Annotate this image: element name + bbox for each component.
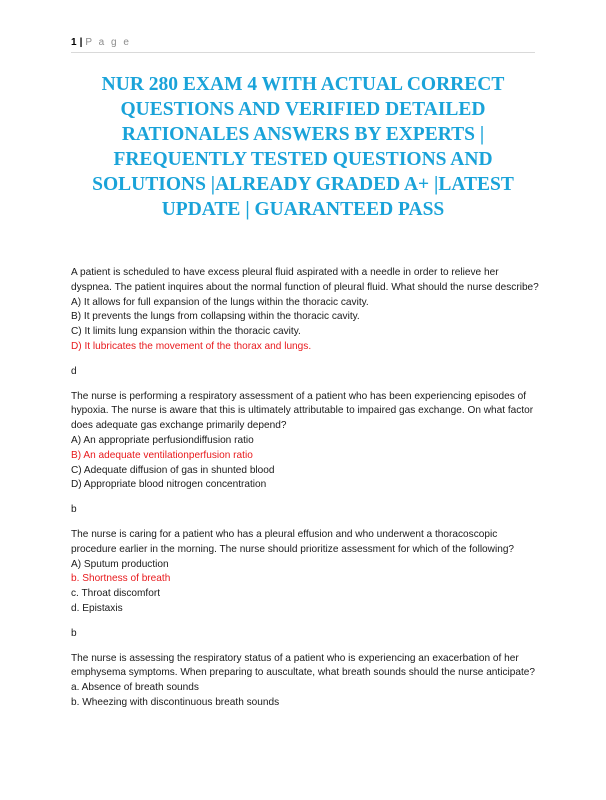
answer-option: b. Wheezing with discontinuous breath sounds <box>71 696 280 708</box>
page-label: P a g e <box>85 37 131 48</box>
answer-key: b <box>71 627 77 639</box>
question-3 <box>71 528 541 642</box>
question-4 <box>71 652 541 711</box>
answer-option: B) It prevents the lungs from collapsing within the thoracic cavity. <box>71 311 360 323</box>
question-stem: The nurse is caring for a patient who has a pleural effusion and who underwent a thoracoscopic procedure earlier in the morning. The nurse should prioritize assessment for which of the following? <box>71 528 515 555</box>
answer-option: d. Epistaxis <box>71 602 123 614</box>
question-2 <box>71 390 541 518</box>
answer-option: a. Absence of breath sounds <box>71 682 199 694</box>
question-list <box>71 266 541 713</box>
answer-option: C) It limits lung expansion within the thoracic cavity. <box>71 326 301 338</box>
page-header <box>71 36 535 53</box>
answer-option-correct: b. Shortness of breath <box>71 573 171 585</box>
answer-option-correct: D) It lubricates the movement of the thorax and lungs. <box>71 340 312 352</box>
question-1 <box>71 266 541 380</box>
document-title: NUR 280 EXAM 4 WITH ACTUAL CORRECT QUESTIONS AND VERIFIED DETAILED RATIONALES ANSWERS BY EXPERTS | FREQUENTLY TESTED QUESTIONS AND SOLUTIONS |ALREADY GRADED A+ |LATEST UPDATE | GUARANTEED PASS <box>92 74 514 220</box>
answer-option: A) An appropriate perfusiondiffusion ratio <box>71 434 254 446</box>
answer-option: c. Throat discomfort <box>71 588 161 600</box>
answer-option-correct: B) An adequate ventilationperfusion ratio <box>71 449 253 461</box>
question-stem: A patient is scheduled to have excess pleural fluid aspirated with a needle in order to relieve her dyspnea. The patient inquires about the normal function of pleural fluid. What should the nurse describe? <box>71 267 539 293</box>
question-stem: The nurse is assessing the respiratory status of a patient who is experiencing an exacerbation of her emphysema symptoms. When preparing to auscultate, what breath sounds should the nurse anticipate? <box>71 652 536 679</box>
answer-option: A) It allows for full expansion of the lungs within the thoracic cavity. <box>71 296 369 308</box>
answer-key: d <box>71 365 77 377</box>
page-separator: | <box>79 37 83 48</box>
page-number: 1 <box>71 37 77 48</box>
answer-option: C) Adequate diffusion of gas in shunted blood <box>71 464 275 476</box>
answer-key: b <box>71 504 77 516</box>
question-stem: The nurse is performing a respiratory assessment of a patient who has been experiencing episodes of hypoxia. The nurse is aware that this is ultimately attributable to impaired gas exchange. On what factor does adequate gas exchange primarily depend? <box>71 390 534 432</box>
answer-option: D) Appropriate blood nitrogen concentration <box>71 479 267 491</box>
answer-option: A) Sputum production <box>71 558 169 570</box>
